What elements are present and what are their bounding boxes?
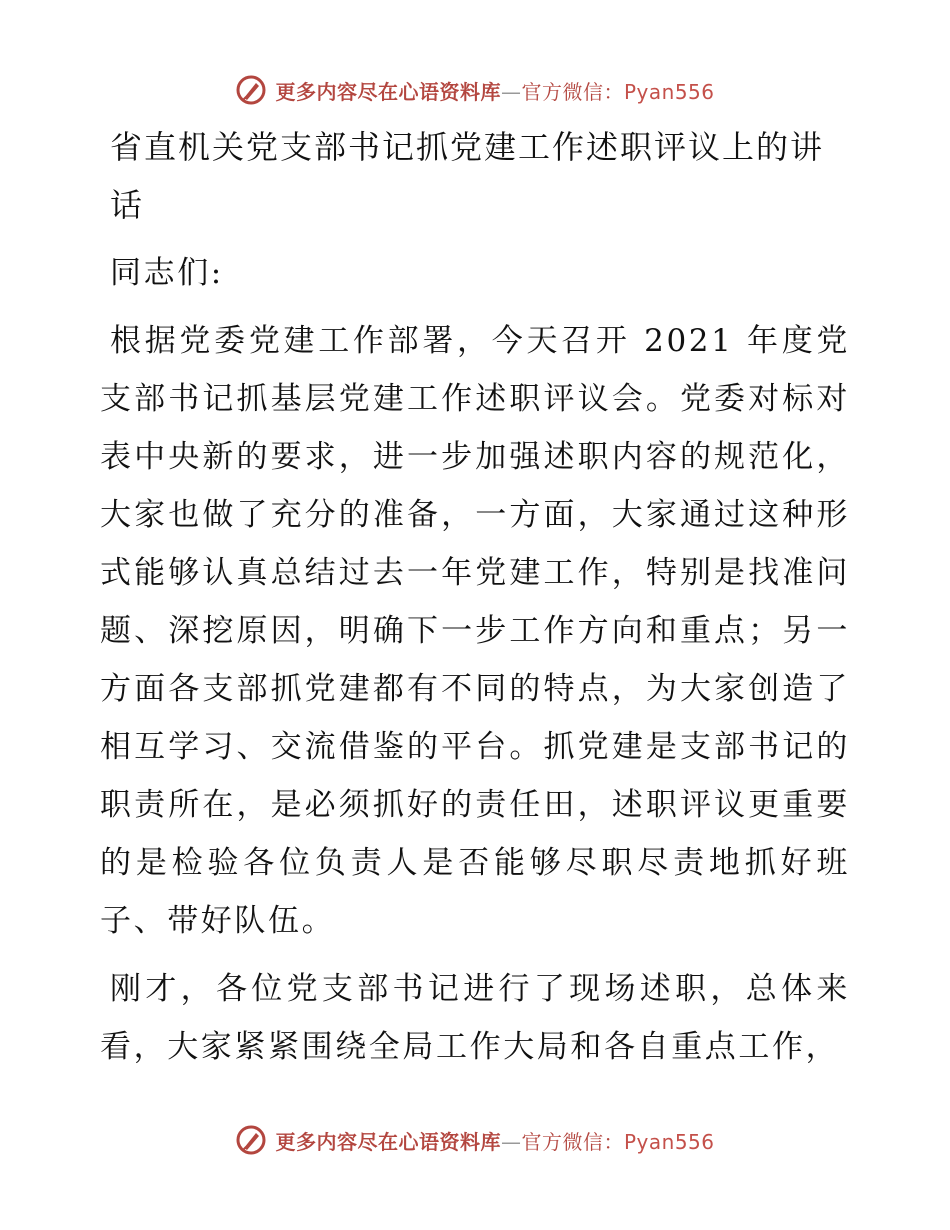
- watermark-banner-bottom: [0, 1120, 950, 1160]
- watermark-separator: —: [500, 79, 522, 104]
- watermark-account: Pyan556: [623, 79, 715, 104]
- watermark-site: 更多内容尽在心语资料库: [275, 79, 501, 104]
- quill-logo-icon: [235, 74, 267, 106]
- watermark-banner-top: [0, 70, 950, 110]
- paragraph-2: 刚才，各位党支部书记进行了现场述职，总体来看，大家紧紧围绕全局工作大局和各自重点工作，: [100, 971, 850, 1065]
- watermark-text: [275, 76, 714, 105]
- watermark-site: 更多内容尽在心语资料库: [275, 1129, 501, 1154]
- document-title: 省直机关党支部书记抓党建工作述职评议上的讲话: [110, 128, 825, 224]
- quill-logo-icon: [235, 1124, 267, 1156]
- watermark-separator: —: [500, 1129, 522, 1154]
- watermark-account: Pyan556: [623, 1129, 715, 1154]
- paragraph-1: 根据党委党建工作部署，今天召开 2021 年度党支部书记抓基层党建工作述职评议会。党委对标对表中央新的要求，进一步加强述职内容的规范化，大家也做了充分的准备，一方面，大家通过这种形式能够认真总结过去一年党建工作，特别是找准问题、深挖原因，明确下一步工作方向和重点；另一方面各支部抓党建都有不同的特点，为大家创造了相互学习、交流借鉴的平台。抓党建是支部书记的职责所在，是必须抓好的责任田，述职评议更重要的是检验各位负责人是否能够尽职尽责地抓好班子、带好队伍。: [100, 323, 850, 939]
- watermark-label: 官方微信：: [521, 79, 624, 104]
- watermark-text: [275, 1126, 714, 1155]
- document-body: [100, 118, 850, 1086]
- watermark-label: 官方微信：: [521, 1129, 624, 1154]
- salutation: 同志们:: [110, 255, 224, 291]
